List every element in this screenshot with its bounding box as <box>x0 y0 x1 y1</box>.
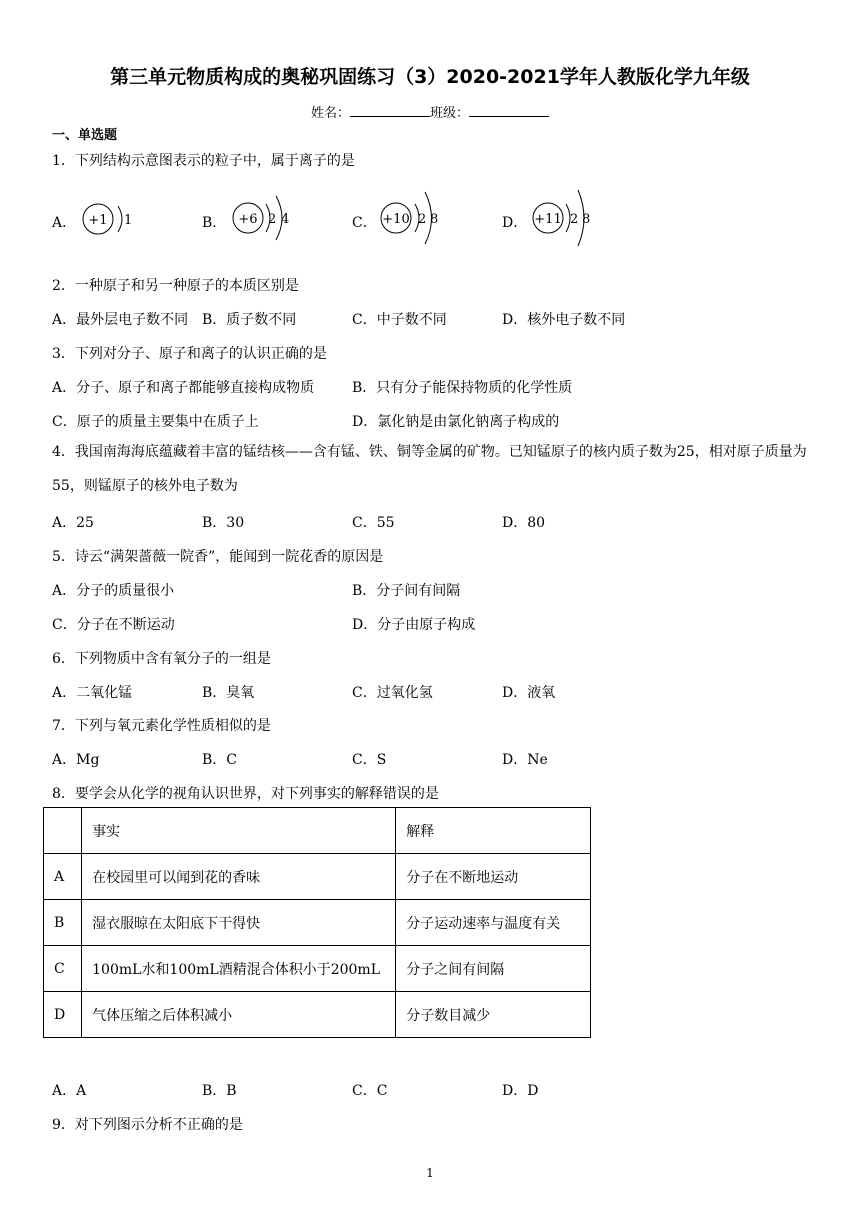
question-1-options: A． +1 1 B． +6 2 4 C． +10 2 8 D． +11 2 8 <box>52 186 652 256</box>
q8-option-c[interactable]: C．C <box>352 1083 388 1099</box>
table-cell: 气体压缩之后体积减小 <box>82 992 396 1038</box>
q7-option-d[interactable]: D．Ne <box>502 752 548 768</box>
atom-diagram-a <box>78 194 138 244</box>
nucleus-d: +11 <box>534 212 562 227</box>
table-row <box>44 900 591 946</box>
nucleus-c: +10 <box>382 212 410 227</box>
q3-option-a[interactable]: A．分子、原子和离子都能够直接构成物质 <box>52 380 315 396</box>
q7-option-b[interactable]: B．C <box>202 752 237 768</box>
question-6-stem: 6．下列物质中含有氧分子的一组是 <box>52 651 271 667</box>
shell-d-1: 2 <box>570 212 579 227</box>
q2-option-c[interactable]: C．中子数不同 <box>352 312 447 328</box>
q4-option-c[interactable]: C．55 <box>352 515 395 531</box>
q6-option-d[interactable]: D．液氧 <box>502 685 556 701</box>
question-9-stem: 9．对下列图示分析不正确的是 <box>52 1117 243 1133</box>
table-header-cell <box>44 808 82 854</box>
shell-a-1: 1 <box>124 213 133 228</box>
q5-option-a[interactable]: A．分子的质量很小 <box>52 583 175 599</box>
table-header-row <box>44 808 591 854</box>
class-label: 班级： <box>430 106 470 121</box>
q3-option-d[interactable]: D．氯化钠是由氯化钠离子构成的 <box>352 414 560 430</box>
question-8-stem: 8．要学会从化学的视角认识世界，对下列事实的解释错误的是 <box>52 786 439 802</box>
student-info <box>0 102 860 121</box>
atom-diagram-c <box>378 186 448 246</box>
q6-option-b[interactable]: B．臭氧 <box>202 685 255 701</box>
q6-option-c[interactable]: C．过氧化氢 <box>352 685 433 701</box>
table-row <box>44 854 591 900</box>
q5-option-c[interactable]: C．分子在不断运动 <box>52 617 175 633</box>
q8-option-b[interactable]: B．B <box>202 1083 237 1099</box>
shell-c-2: 8 <box>430 212 439 227</box>
table-cell: 分子运动速率与温度有关 <box>396 900 591 946</box>
section-heading: 一、单选题 <box>52 128 118 143</box>
nucleus-a: +1 <box>88 213 108 228</box>
table-row <box>44 946 591 992</box>
table-cell: C <box>44 946 82 992</box>
q4-option-a[interactable]: A．25 <box>52 515 94 531</box>
question-1-stem: 1．下列结构示意图表示的粒子中，属于离子的是 <box>52 153 355 169</box>
table-cell: 在校园里可以闻到花的香味 <box>82 854 396 900</box>
table-cell: 分子数目减少 <box>396 992 591 1038</box>
table-cell: 湿衣服晾在太阳底下干得快 <box>82 900 396 946</box>
table-cell: 分子在不断地运动 <box>396 854 591 900</box>
q5-option-d[interactable]: D．分子由原子构成 <box>352 617 476 633</box>
atom-diagram-b <box>228 186 298 246</box>
q2-option-b[interactable]: B．质子数不同 <box>202 312 297 328</box>
q7-option-c[interactable]: C．S <box>352 752 387 768</box>
name-label: 姓名： <box>310 106 350 121</box>
table-cell: A <box>44 854 82 900</box>
question-2-stem: 2．一种原子和另一种原子的本质区别是 <box>52 278 299 294</box>
q8-option-a[interactable]: A．A <box>52 1083 87 1099</box>
q6-option-a[interactable]: A．二氧化锰 <box>52 685 133 701</box>
q5-option-b[interactable]: B．分子间有间隔 <box>352 583 461 599</box>
page-title: 第三单元物质构成的奥秘巩固练习（3）2020-2021学年人教版化学九年级 <box>110 66 750 88</box>
q8-option-d[interactable]: D．D <box>502 1083 539 1099</box>
q2-option-d[interactable]: D．核外电子数不同 <box>502 312 626 328</box>
table-cell: D <box>44 992 82 1038</box>
name-blank[interactable] <box>350 105 430 117</box>
q7-option-a[interactable]: A．Mg <box>52 752 100 768</box>
shell-d-2: 8 <box>582 212 591 227</box>
facts-table <box>43 807 591 1038</box>
class-blank[interactable] <box>469 105 549 117</box>
question-5-stem: 5．诗云“满架蔷薇一院香”，能闻到一院花香的原因是 <box>52 549 384 565</box>
shell-b-1: 2 <box>268 212 277 227</box>
table-row <box>44 992 591 1038</box>
page-number: 1 <box>426 1166 434 1180</box>
question-7-stem: 7．下列与氧元素化学性质相似的是 <box>52 718 271 734</box>
q3-option-b[interactable]: B．只有分子能保持物质的化学性质 <box>352 380 573 396</box>
shell-b-2: 4 <box>281 212 290 227</box>
nucleus-b: +6 <box>238 212 258 227</box>
q2-option-a[interactable]: A．最外层电子数不同 <box>52 312 189 328</box>
table-cell: 100mL水和100mL酒精混合体积小于200mL <box>82 946 396 992</box>
shell-c-1: 2 <box>418 212 427 227</box>
table-header-cell: 事实 <box>82 808 396 854</box>
table-cell: B <box>44 900 82 946</box>
q4-option-d[interactable]: D．80 <box>502 515 546 531</box>
q3-option-c[interactable]: C．原子的质量主要集中在质子上 <box>52 414 259 430</box>
atom-diagram-d <box>528 186 598 246</box>
table-header-cell: 解释 <box>396 808 591 854</box>
q4-option-b[interactable]: B．30 <box>202 515 245 531</box>
question-4-stem: 4．我国南海海底蕴藏着丰富的锰结核——含有锰、铁、铜等金属的矿物。已知锰原子的核内质子数为25，相对原子质量为55，则锰原子的核外电子数为 <box>52 444 807 494</box>
table-cell: 分子之间有间隔 <box>396 946 591 992</box>
question-3-stem: 3．下列对分子、原子和离子的认识正确的是 <box>52 346 327 362</box>
